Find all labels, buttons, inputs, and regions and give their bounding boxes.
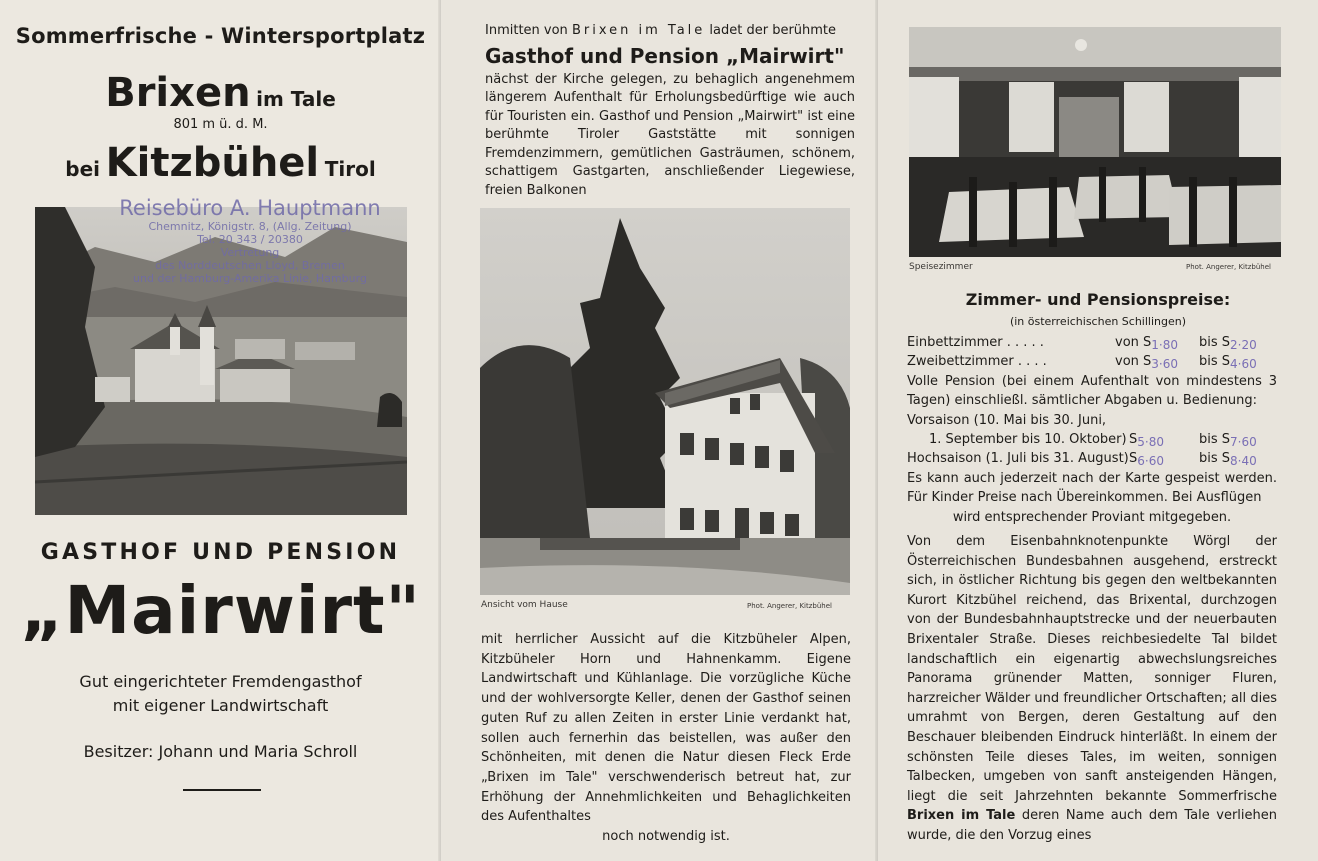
guesthouse-name: „Mairwirt" bbox=[20, 572, 421, 649]
price-row bbox=[907, 430, 1277, 449]
description-line: mit eigener Landwirtschaft bbox=[112, 696, 329, 715]
stamp-line: Reisebüro A. Hauptmann bbox=[119, 196, 381, 220]
price-from-label: S bbox=[1129, 451, 1138, 467]
notes-paragraph bbox=[907, 469, 1277, 527]
stamp-line: und der Hamburg-Amerika Linie, Hamburg bbox=[133, 272, 367, 285]
price-row bbox=[907, 333, 1277, 352]
intro-text: ladet der berühmte bbox=[709, 23, 837, 38]
body-text: mit herrlicher Aussicht auf die Kitzbüheler Alpen, Kitzbüheler Horn und Hahnenkamm. Eigene Landwirtschaft und Kühlanlage. Die vorzügliche Küche und der wohlversorgte Keller, denen der Gasthof seinen guten Ruf zu allen Zeiten in erster Linie verdankt hat, sollen auch fernerhin das beistellen, was außer den Schönheiten, mit denen die Natur diesen Fleck Erde „Brixen im Tale" verschwenderisch betreut hat, zur Erhöhung der Annehmlichkeiten und Behaglichkeiten des Aufenthaltes bbox=[481, 632, 851, 825]
intro-paragraph bbox=[485, 22, 855, 200]
season-label: 1. September bis 10. Oktober) bbox=[929, 431, 1127, 447]
price-to-value: 2·20 bbox=[1230, 338, 1257, 352]
price-row bbox=[907, 449, 1277, 468]
photo-credit: Phot. Angerer, Kitzbühel bbox=[747, 602, 832, 610]
photo-credit: Phot. Angerer, Kitzbühel bbox=[1186, 263, 1271, 271]
middle-panel bbox=[441, 0, 878, 861]
region-name: Tirol bbox=[324, 157, 376, 181]
price-label: Einbettzimmer . . . . . bbox=[907, 335, 1044, 350]
price-from-value: 3·60 bbox=[1151, 357, 1178, 372]
altitude: 801 m ü. d. M. bbox=[173, 117, 268, 132]
price-row bbox=[907, 411, 1277, 430]
intro-body: nächst der Kirche gelegen, zu behaglich angenehmem längerem Aufenthalt für Erholungsbedürftige wie auch für Touristen ein. Gasthof und Pension „Mairwirt" ist eine berühmte Tiroler Gaststätte mit sonnigen Fremdenzimmern, gemütlichen Gasträumen, schönem, schattigem Gastgarten, anschließender Liegewiese, freien Balkonen bbox=[485, 71, 855, 198]
price-from-label: S bbox=[1129, 431, 1138, 447]
front-panel bbox=[0, 0, 441, 861]
body-text: Von dem Eisenbahnknotenpunkte Wörgl der Österreichischen Bundesbahnen ausgehend, erstreckt sich, in östlicher Richtung bis gegen den weltbekannten Kurort Kitzbühel reichend, das Brixental, durchzogen von der Bundesbahnhauptstrecke und der neuerbauten Brixentaler Straße. Dieses reichbesiedelte Tal bildet landschaftlich ein eigenartig abwechslungsreiches Panorama grünender Matten, sonniger Fluren, harzreicher Wälder und freundlicher Ortschaften; all dies umrahmt von Bergen, deren Gestaltung auf den Beschauer bleibenden Eindruck hinterläßt. In einem der schönsten Teile dieses Tales, im weiten, sonnigen Talbecken, umgeben von sanft ansteigenden Hängen, liegt die seit Jahrzehnten bekannte Sommerfrische bbox=[907, 534, 1277, 804]
body-text: deren Name auch dem Tale verliehen wurde, die den Vorzug eines bbox=[907, 808, 1277, 843]
town-prefix: bei bbox=[65, 157, 101, 181]
prices-title: Zimmer- und Pensionspreise: bbox=[965, 290, 1231, 309]
intro-place: Brixen im Tale bbox=[571, 23, 706, 38]
owner-line: Besitzer: Johann und Maria Schroll bbox=[83, 742, 358, 761]
price-to-value: 4·60 bbox=[1230, 357, 1257, 372]
prices-subtitle: (in österreichischen Schillingen) bbox=[1009, 315, 1187, 328]
stamp-line: Vertretung bbox=[220, 246, 280, 259]
price-from-value: 6·60 bbox=[1137, 454, 1164, 469]
stamp-line: des Norddeutschen Lloyd, Bremen bbox=[155, 259, 345, 272]
stamp-line: Chemnitz, Königstr. 8, (Allg. Zeitung) bbox=[148, 220, 352, 233]
price-to-value: 8·40 bbox=[1230, 454, 1257, 469]
price-to bbox=[1199, 449, 1257, 468]
price-label: Zweibettzimmer . . . . bbox=[907, 354, 1047, 370]
price-to bbox=[1199, 333, 1257, 352]
price-to-label: bis S bbox=[1199, 354, 1231, 370]
price-from bbox=[1115, 352, 1178, 371]
place-name: Brixen bbox=[105, 70, 251, 116]
place-title bbox=[0, 70, 441, 116]
place-suffix: im Tale bbox=[256, 87, 336, 111]
season-label: Hochsaison (1. Juli bis 31. August) bbox=[907, 451, 1129, 467]
photo-caption: Ansicht vom Hause bbox=[481, 600, 568, 610]
tagline: Sommerfrische - Wintersportplatz bbox=[15, 24, 426, 48]
price-to bbox=[1199, 352, 1257, 371]
town-title bbox=[0, 140, 441, 186]
price-from-label: von S bbox=[1115, 335, 1152, 350]
pension-text: Volle Pension (bei einem Aufenthalt von mindestens 3 Tagen) einschließl. sämtlicher Abgaben u. Bedienung: bbox=[907, 373, 1277, 409]
body-text-last: noch notwendig ist. bbox=[602, 829, 730, 845]
stamp-line: Tel. 20 343 / 20380 bbox=[197, 233, 303, 246]
season-label: Vorsaison (10. Mai bis 30. Juni, bbox=[907, 412, 1107, 428]
price-from bbox=[1129, 430, 1164, 449]
price-to-value: 7·60 bbox=[1230, 434, 1257, 449]
price-to-label: bis S bbox=[1199, 431, 1231, 447]
right-panel bbox=[878, 0, 1318, 861]
divider-rule bbox=[183, 789, 261, 791]
price-from bbox=[1115, 333, 1178, 352]
dining-room-photo bbox=[909, 27, 1281, 257]
price-list bbox=[907, 333, 1277, 527]
photo-caption: Speisezimmer bbox=[909, 262, 973, 272]
notes-text-last: wird entsprechender Proviant mitgegeben. bbox=[952, 509, 1232, 525]
guesthouse-description bbox=[0, 670, 441, 718]
intro-text: Inmitten von bbox=[485, 23, 568, 38]
guesthouse-title: Gasthof und Pension „Mairwirt" bbox=[485, 43, 845, 68]
description-line: Gut eingerichteter Fremdengasthof bbox=[79, 672, 362, 691]
price-to-label: bis S bbox=[1199, 451, 1231, 467]
body-highlight: Brixen im Tale bbox=[907, 808, 1016, 824]
notes-text: Es kann auch jederzeit nach der Karte gespeist werden. Für Kinder Preise nach Übereinkommen. Bei Ausflügen bbox=[907, 470, 1277, 506]
body-paragraph bbox=[481, 630, 851, 847]
town-name: Kitzbühel bbox=[105, 140, 320, 186]
price-from-label: von S bbox=[1115, 354, 1152, 370]
price-from-value: 1·80 bbox=[1151, 338, 1178, 352]
price-to-label: bis S bbox=[1199, 335, 1231, 350]
valley-description bbox=[907, 532, 1277, 846]
price-row bbox=[907, 352, 1277, 371]
price-from-value: 5·80 bbox=[1137, 434, 1164, 449]
price-from bbox=[1129, 449, 1164, 468]
price-to bbox=[1199, 430, 1257, 449]
guesthouse-heading: GASTHOF UND PENSION bbox=[40, 540, 401, 565]
house-photo bbox=[480, 208, 850, 595]
travel-agency-stamp bbox=[85, 196, 415, 285]
